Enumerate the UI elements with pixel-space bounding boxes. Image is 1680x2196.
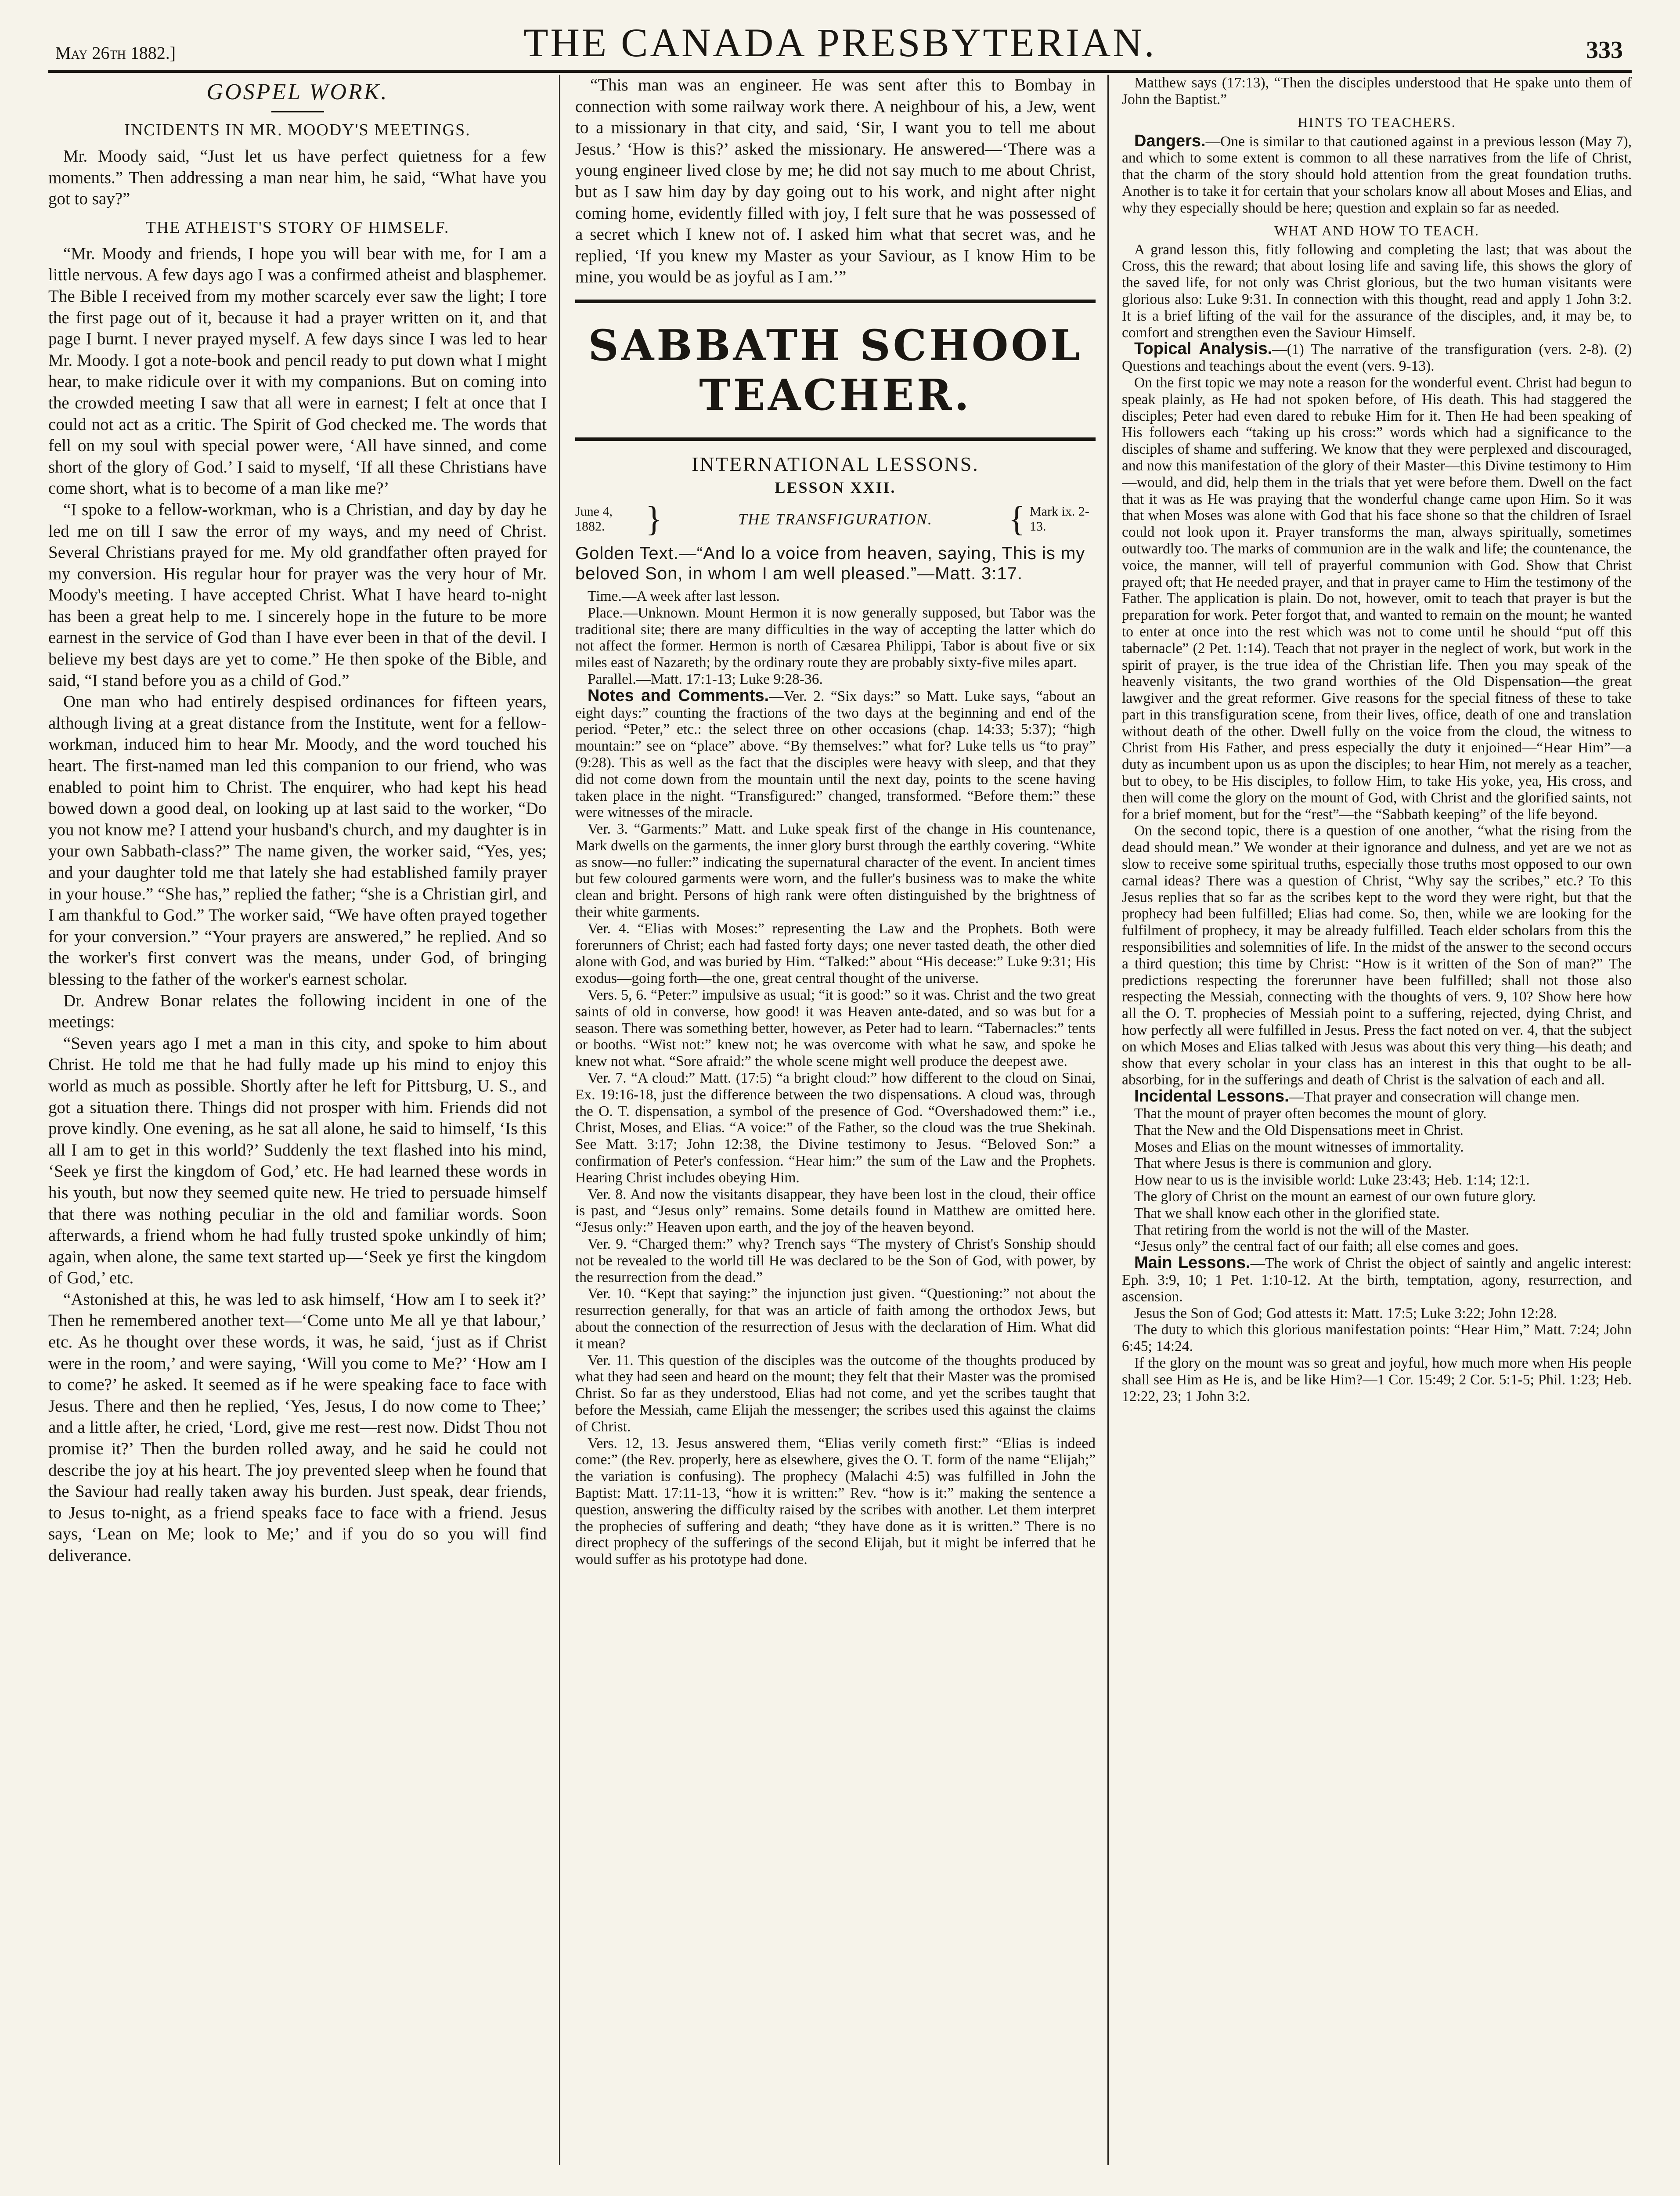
list-item: Moses and Elias on the mount witnesses of immortality.	[1134, 1138, 1464, 1155]
run-in-heading: Dangers.	[1134, 131, 1206, 150]
column-hints-to-teachers	[1122, 75, 1632, 2165]
department-banner: SABBATH SCHOOL TEACHER.	[575, 300, 1096, 441]
list-item: That retiring from the world is not the will of the Master.	[1134, 1221, 1469, 1238]
list-item: That where Jesus is there is communion and glory.	[1134, 1155, 1432, 1172]
paragraph: Ver. 10. “Kept that saying:” the injunction just given. “Questioning:” not about the resurrection generally, for that was an article of faith among the orthodox Jews, but about the connection of the resurrection of Jesus with the declaration of Him. What did it mean?	[575, 1286, 1096, 1352]
list-item: Jesus the Son of God; God attests it: Matt. 17:5; Luke 3:22; John 12:28.	[1134, 1305, 1557, 1322]
lessons-heading: INTERNATIONAL LESSONS.	[692, 452, 979, 475]
paragraph: Matthew says (17:13), “Then the disciples understood that He spake unto them of John the Baptist.”	[1122, 75, 1632, 108]
lesson-number: LESSON XXII.	[775, 478, 896, 496]
paragraph: On the second topic, there is a question of one another, “what the rising from the dead should mean.” We wonder at their ignorance and dulness, and yet are we not as slow to receive some spiritual truths, especially those truths most opposed to our own carnal ideas? There was a question of Christ, “Why say the scribes,” etc.? To this Jesus replies that so far as the scribes kept to the word they were right, but that the prophecy had been fulfilled; Elias had come. So, then, while we are looking for the fulfilment of prophecy, it may be already fulfilled. Teach elder scholars from this the responsibilities and solemnities of life. In the midst of the answer to the second occurs a third question; this time by Christ: “How is it written of the Son of man?” The predictions respecting the forerunner have been fulfilled; shall not those also respecting the Messiah, connecting with the thoughts of vers. 9, 10? Show here how all the O. T. prophecies of Messiah point to a suffering, rejected, dying Christ, and how perfectly all were fulfilled in Jesus. Press the fact noted on ver. 4, that the subject on which Moses and Elias talked with Jesus was about this very thing—his death; and show that every scholar in your class has an interest in this that ought to be all-absorbing, for in the sufferings and death of Christ is the salvation of each and all.	[1122, 823, 1632, 1088]
paragraph-text: —That prayer and consecration will change men.	[1289, 1089, 1580, 1105]
paragraph: “Seven years ago I met a man in this city, and spoke to him about Christ. He told me that he had fully made up his mind to enjoy this world as much as possible. Shortly after he left for Pittsburg, U. S., and got a situation there. Things did not prosper with him. Friends did not prove kindly. One evening, as he sat all alone, he said to himself, ‘Is this all I am to get in this world?’ Suddenly the text flashed into his mind, ‘Seek ye first the kingdom of God,’ etc. He had learned these words in his youth, but now they seemed quite new. He tried to persuade himself that there was nothing peculiar in the old and familiar words. Soon afterwards, a friend whom he had fully trusted spoke unkindly of him; again, when alone, the same text started up—‘Seek ye first the kingdom of God,’ etc.	[48, 1033, 547, 1288]
list-item: If the glory on the mount was so great and joyful, how much more when His people shall see Him as He is, and be like Him?—1 Cor. 15:49; 2 Cor. 5:1-5; Phil. 1:23; Heb. 12:22, 23; 1 John 3:2.	[1122, 1354, 1632, 1405]
list-item: That the mount of prayer often becomes the mount of glory.	[1134, 1105, 1487, 1122]
brace-glyph: }	[645, 499, 663, 538]
paragraph: Ver. 4. “Elias with Moses:” representing the Law and the Prophets. Both were forerunners of Christ; each had fasted forty days; one never tasted death, the other died alone with God, and was buried by Him. “Talked:” about “His decease:” Luke 9:31; His exodus—going forth—the one, great central thought of the universe.	[575, 920, 1096, 987]
paragraph: Place.—Unknown. Mount Hermon it is now generally supposed, but Tabor was the traditional site; there are many difficulties in the way of accepting the latter which do not affect the former. Hermon is north of Cæsarea Philippi, Tabor is about five or six miles east of Nazareth; by the ordinary route they are probably sixty-five miles apart.	[575, 604, 1096, 671]
paragraph-text: —One is similar to that cautioned against in a previous lesson (May 7), and which to some extent is common to all these narratives from the life of Christ, that the charm of the story should hold attention from the great foundation truths. Another is to take it for certain that your scholars know all about Moses and Elias, and why they especially should be here; question and explain so far as needed.	[1122, 133, 1632, 216]
list-item: The glory of Christ on the mount an earnest of our own future glory.	[1134, 1188, 1536, 1205]
paragraph: “Astonished at this, he was led to ask himself, ‘How am I to seek it?’ Then he remembered another text—‘Come unto Me all ye that labour,’ etc. As he thought over these words, it was, he said, ‘just as if Christ were in the room,’ and were saying, ‘Will you come to Me?’ ‘How am I to come?’ he asked. It seemed as if he were speaking face to face with Jesus. There and then he replied, ‘Yes, Jesus, I do now come to Thee;’ and a little after, he cried, ‘Lord, give me rest—rest now. Didst Thou not promise it?’ Then the burden rolled away, and he said he could not describe the joy at his heart. The joy prevented sleep when he found that the Saviour had really taken away his burden. Just speak, dear friends, to Jesus to-night, as a friend speaks face to face with a friend. Jesus says, ‘Lean on Me; look to Me;’ and if you do so you will find deliverance.	[48, 1289, 547, 1565]
paragraph: Mr. Moody said, “Just let us have perfect quietness for a few moments.” Then addressing a man near him, he said, “What have you got to say?”	[48, 147, 547, 209]
paragraph	[1122, 341, 1632, 375]
paragraph: Ver. 9. “Charged them:” why? Trench says “The mystery of Christ's Sonship should not be revealed to the world till He was declared to be the Son of God, with power, by the resurrection from the dead.”	[575, 1236, 1096, 1286]
paragraph: “This man was an engineer. He was sent after this to Bombay in connection with some railway work there. A neighbour of his, a Jew, went to a missionary in that city, and said, ‘Sir, I want you to tell me about Jesus.’ ‘How is this?’ asked the missionary. He answered—‘There was a young engineer lived close by me; he did not say much to me about Christ, but as I saw him day by day going out to his work, and night after night coming home, evidently filled with joy, I felt sure that he was possessed of a secret which I knew not of. I asked him what that secret was, and he replied, ‘If you knew my Master as your Saviour, as I know Him to be mine, you would be as joyful as I am.’”	[575, 76, 1096, 287]
paragraph: Ver. 8. And now the visitants disappear, they have been lost in the cloud, their office is past, and “Jesus only” remains. Some details found in Matthew are omitted here. “Jesus only:” Heaven upon earth, and the joy of the heaven beyond.	[575, 1186, 1096, 1236]
run-in-heading: Notes and Comments.	[588, 686, 769, 705]
section-title: GOSPEL WORK.	[206, 79, 389, 105]
column-rule	[559, 75, 560, 2165]
paragraph-text: —Ver. 2. “Six days:” so Matt. Luke says, “about an eight days:” counting the fractions of the two days at the beginning and end of the period. “Peter,” etc.: the select three on other occasions (chap. 14:33; 5:37); “high mountain:” see on “place” above. “By themselves:” what for? Luke tells us “to pray” (9:28). This as well as the fact that the disciples were heavy with sleep, and that they did not come down from the mountain until the next day, points to the scene having taken place in the night. “Transfigured:” changed, transformed. “Before them:” these were witnesses of the miracle.	[575, 688, 1096, 821]
lesson-info	[575, 499, 1096, 538]
paragraph: On the first topic we may note a reason for the wonderful event. Christ had begun to speak plainly, as He had not spoken before, of His death. This had staggered the disciples; Peter had even dared to rebuke Him for it. Then He had been speaking of His followers each “taking up his cross:” words which had a significance to the disciples of shame and suffering. We know that they were perplexed and discouraged, and now this manifestation of the glory of their Master—this Divine testimony to Him—would, and did, help them in the trials that yet were before them. Dwell on the fact that it was as He was praying that the wonderful change came upon Him. So it was that when Moses was alone with God that his face shone so that the children of Israel could not look upon it. Prayer transforms the man, always spiritually, sometimes outwardly too. The marks of communion are in the walk and life; the countenance, the voice, the manner, will tell of prayerful communion with God. Show that Christ prayed oft; that He needed prayer, and that in prayer came to Him the testimony of the Father. The application is plain. Do not, however, omit to teach that prayer is but the preparation for work. Peter forgot that, and wanted to remain on the mount; he wanted to enter at once into the rest which was not to come until he should “put off this tabernacle” (2 Pet. 1:14). Teach that not prayer in the neglect of work, but work in the spirit of prayer, is the true idea of the Christian life. Then you may speak of the heavenly visitants, the two grand worthies of the Old Dispensation—the great lawgiver and the great reformer. Give reasons for the special fitness of these to take part in this transfiguration scene, from their lives, office, death of one and translation without death of the other. Dwell fully on the voice from the cloud, the witness to Christ from His Father, and press especially the duty it enjoined—“Hear Him”—a duty as incumbent upon us as upon the disciples; to hear Him, not merely as a teacher, but to obey, to be His disciples, to follow Him, to take His yoke, yea, His cross, and then will come the glory on the mount of God, with Christ and the glorified saints, not for a brief moment, but for the “rest”—the “Sabbath keeping” of the life beyond.	[1122, 374, 1632, 823]
paragraph: Dr. Andrew Bonar relates the following incident in one of the meetings:	[48, 991, 547, 1032]
paragraph: One man who had entirely despised ordinances for fifteen years, although living at a great distance from the Institute, went for a fellow-workman, induced him to hear Mr. Moody, and the word touched his heart. The first-named man led this companion to our friend, who was enabled to point him to Christ. The enquirer, who had kept his head bowed down a good deal, on looking up at last said to the worker, “Do you not know me? I attend your husband's church, and my daughter is in your own Sabbath-class?” The name given, the worker said, “Yes, yes; and your daughter told me that lately she had established family prayer in your house.” “She has,” replied the father; “she is a Christian girl, and I am thankful to God.” The worker said, “We have often prayed together for your conversion.” “Your prayers are answered,” he replied. And so the worker's first convert was the means, under God, of bringing blessing to the father of the worker's earnest scholar.	[48, 692, 547, 989]
masthead	[48, 18, 1632, 73]
paragraph-text: —(1) The narrative of the transfiguration (vers. 2-8). (2) Questions and teachings about the event (vers. 9-13).	[1122, 341, 1632, 375]
subheading: INCIDENTS IN MR. MOODY'S MEETINGS.	[124, 121, 471, 139]
run-in-heading: Topical Analysis.	[1134, 340, 1273, 358]
lesson-date: June 4, 1882.	[575, 504, 613, 534]
page-number: 333	[1586, 36, 1623, 64]
list-item: The duty to which this glorious manifestation points: “Hear Him,” Matt. 7:24; John 6:45; 14:24.	[1122, 1322, 1632, 1355]
issue-date: May 26th 1882.]	[55, 43, 176, 63]
paragraph: Vers. 5, 6. “Peter:” impulsive as usual; “it is good:” so it was. Christ and the two great saints of old in converse, how good! it was Heaven ante-dated, and so was but for a season. There was something better, however, as Peter had to learn. “Tabernacles:” tents or booths. “Wist not:” knew not; he was overcome with what he saw, and spoke he knew not what. “Sore afraid:” the whole scene might well produce the deepest awe.	[575, 987, 1096, 1070]
divider	[271, 111, 324, 112]
subheading: THE ATHEIST'S STORY OF HIMSELF.	[145, 218, 450, 237]
paragraph: Time.—A week after last lesson.	[588, 588, 780, 604]
run-in-heading: Incidental Lessons.	[1134, 1087, 1289, 1106]
paragraph: “Mr. Moody and friends, I hope you will bear with me, for I am a little nervous. A few days ago I was a confirmed atheist and blasphemer. The Bible I received from my mother scarcely ever saw the light; I tore the first page out of it, because it had a prayer written on it, and that page I burnt. I never prayed myself. A few days since I was led to hear Mr. Moody. I got a note-book and pencil ready to put down what I might hear, to make ridicule over it with my companions. But on coming into the crowded meeting I saw that all were in earnest; I felt at once that I could not act as a critic. The Spirit of God checked me. The words that fell on my soul with special power were, ‘All have sinned, and come short of the glory of God.’ I said to myself, ‘If all these Christians have come short, what is to become of a man like me?’	[48, 244, 547, 498]
list-item: That the New and the Old Dispensations meet in Christ.	[1134, 1122, 1464, 1138]
list-item: How near to us is the invisible world: Luke 23:43; Heb. 1:14; 12:1.	[1134, 1172, 1530, 1188]
columns	[48, 75, 1632, 2165]
paragraph: Ver. 3. “Garments:” Matt. and Luke speak first of the change in His countenance, Mark dwells on the garments, the inner glory burst through the earthly covering. “White as snow—no fuller:” indicating the supernatural character of the event. In ancient times but few coloured garments were worn, and the fuller's business was to make the white clean and bright. Persons of high rank were often distinguished by the brightness of their white garments.	[575, 821, 1096, 921]
paragraph: Vers. 12, 13. Jesus answered them, “Elias verily cometh first:” “Elias is indeed come:” (the Rev. properly, here as elsewhere, gives the O. T. form of the name “Elijah;” the variation is confusing). The prophecy (Malachi 4:5) was fulfilled in John the Baptist: Matt. 17:11-13, “how it is written:” Rev. “how is it:” making the sentence a question, answering the difficulty raised by the scribes with another. Let them interpret the prophecies of suffering and death; “they have done as it is written.” There is no direct prophecy of the sufferings of the second Elijah, but it might be inferred that he would suffer as his prototype had done.	[575, 1435, 1096, 1568]
paragraph-text: —The work of Christ the object of saintly and angelic interest: Eph. 3:9, 10; 1 Pet. 1:10-12. At the birth, temptation, agony, resurrection, and ascension.	[1122, 1255, 1632, 1305]
golden-text: Golden Text.—“And lo a voice from heaven, saying, This is my beloved Son, in whom I am well pleased.”—Matt. 3:17.	[575, 543, 1085, 583]
list-item: “Jesus only” the central fact of our faith; all else comes and goes.	[1134, 1238, 1519, 1255]
run-in-heading: Main Lessons.	[1134, 1253, 1251, 1272]
paragraph: “I spoke to a fellow-workman, who is a Christian, and day by day he led me on till I saw the error of my ways, and my need of Christ. Several Christians prayed for me. My old grandfather often prayed for my conversion. His regular hour for prayer was the very hour of Mr. Moody's meeting. I have accepted Christ. What I have heard to-night has been a great help to me. I sincerely hope in the future to be more earnest in the service of God than I have ever been in that of the devil. I believe my best days are yet to come.” He then spoke of the Bible, and said, “I stand before you as a child of God.”	[48, 500, 547, 690]
paragraph	[1122, 1255, 1632, 1305]
newspaper-title: THE CANADA PRESBYTERIAN.	[523, 20, 1157, 65]
paragraph	[1122, 133, 1632, 217]
paragraph: Ver. 7. “A cloud:” Matt. (17:5) “a bright cloud:” how different to the cloud on Sinai, Ex. 19:16-18, just the difference between the two dispensations. A cloud was, through the O. T. dispensation, a symbol of the presence of God. “Overshadowed them:” i.e., Christ, Moses, and Elias. “A voice:” of the Father, so the cloud was the true Shekinah. See Matt. 3:17; John 12:38, the Divine testimony to Jesus. “Beloved Son:” a confirmation of Peter's confession. “Hear him:” the sum of the Law and the Prophets. Hearing Christ includes obeying Him.	[575, 1070, 1096, 1186]
column-gospel-work	[48, 75, 547, 2165]
column-sabbath-school	[575, 75, 1096, 2165]
paragraph	[575, 688, 1096, 821]
paragraph: Ver. 11. This question of the disciples was the outcome of the thoughts produced by what they had seen and heard on the mount; they felt that their Master was the promised Christ. So far as they understood, Elias had not come, and yet the scribes taught that before the Messiah, came Elijah the messenger; the scribes used this against the claims of Christ.	[575, 1352, 1096, 1435]
column-rule	[1107, 75, 1109, 2165]
paragraph: Parallel.—Matt. 17:1-13; Luke 9:28-36.	[588, 671, 823, 687]
lesson-topic: THE TRANSFIGURATION.	[738, 510, 933, 528]
subheading: WHAT AND HOW TO TEACH.	[1274, 222, 1479, 238]
paragraph	[1122, 1088, 1632, 1105]
list-item: That we shall know each other in the glorified state.	[1134, 1205, 1440, 1221]
lesson-reference: Mark ix. 2-13.	[1030, 504, 1089, 534]
subheading: HINTS TO TEACHERS.	[1298, 114, 1456, 130]
paragraph: A grand lesson this, fitly following and completing the last; that was about the Cross, this the reward; that about losing life and saving life, this shows the glory of the saved life, for not only was Christ glorious, but the two human visitants were glorious also: Luke 9:31. In connection with this thought, read and apply 1 John 3:2. It is a brief lifting of the vail for the assurance of the disciples, and, it may be, to comfort and strengthen even the Saviour Himself.	[1122, 241, 1632, 341]
brace-glyph: {	[1008, 499, 1025, 538]
